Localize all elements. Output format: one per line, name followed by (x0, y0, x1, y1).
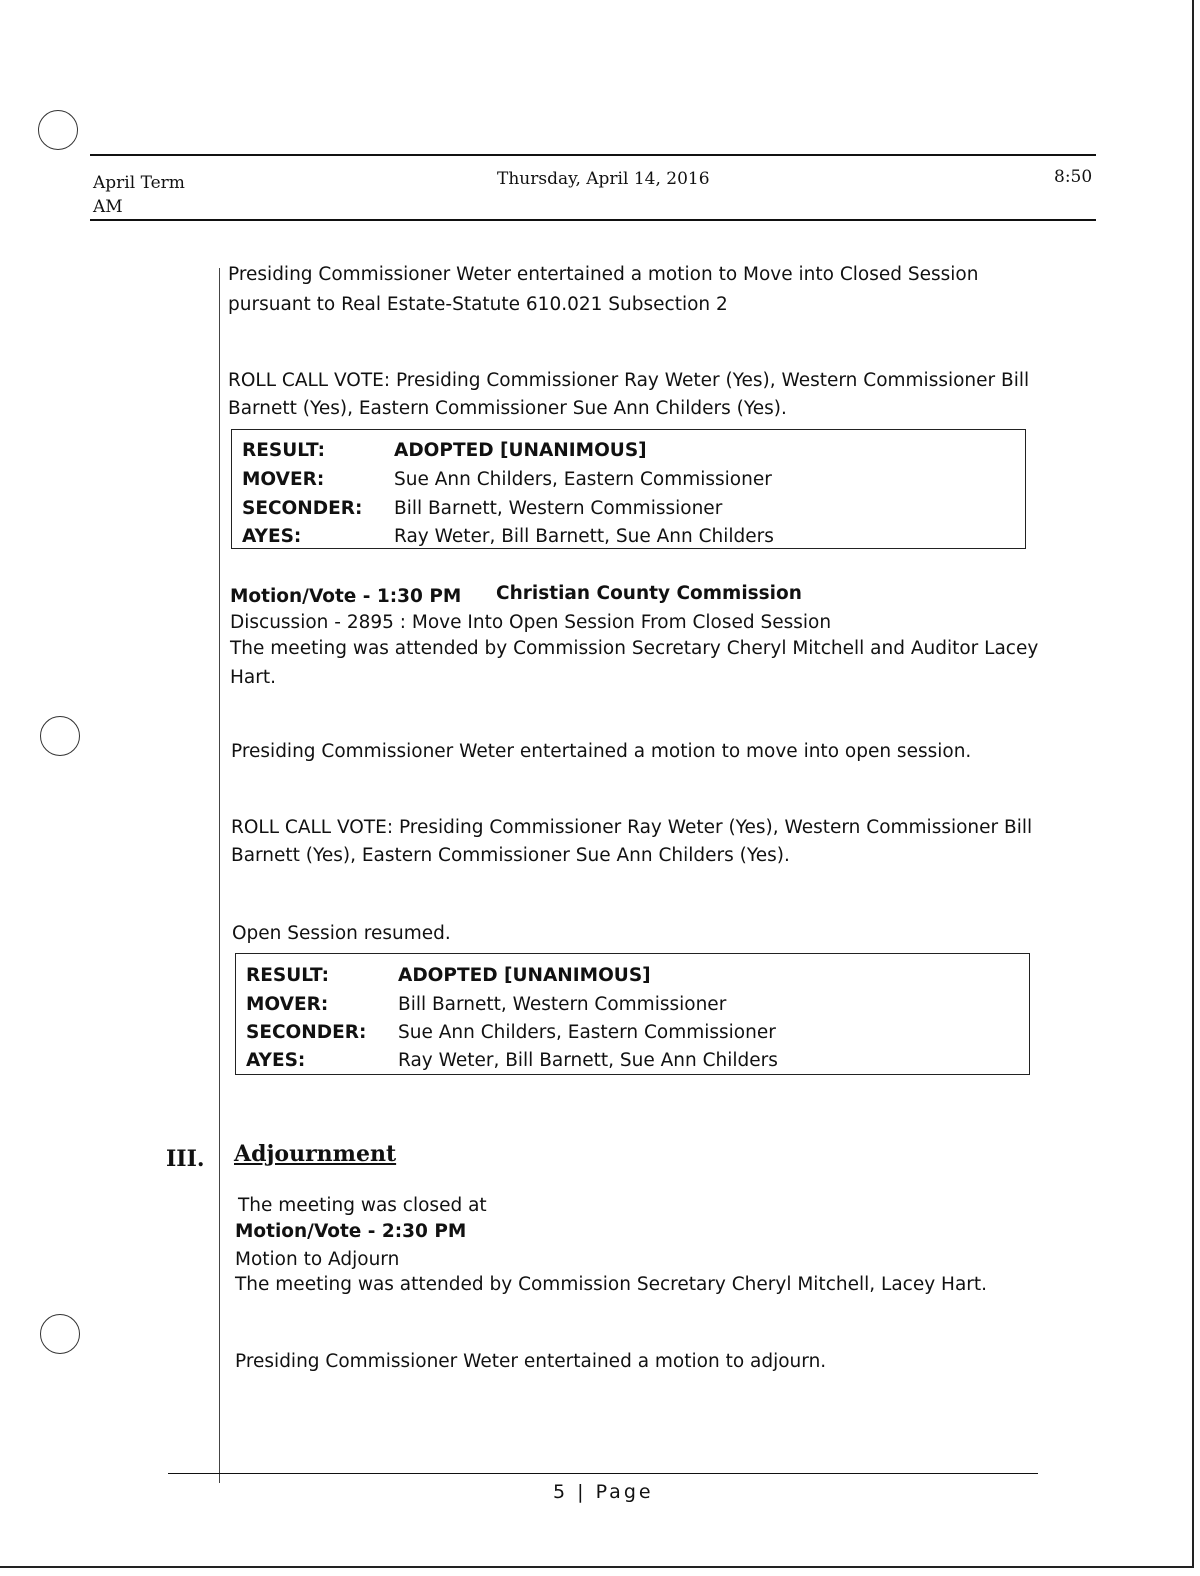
closed-session-motion-line2: pursuant to Real Estate-Statute 610.021 Subsection 2 (228, 294, 728, 315)
seconder-label: SECONDER: (246, 1022, 367, 1043)
ayes-row (232, 522, 1025, 551)
seconder-row (236, 1018, 1029, 1047)
motion-vote-label: Motion/Vote - 1:30 PM (230, 586, 462, 607)
result-table-1 (231, 429, 1026, 549)
mover-value: Bill Barnett, Western Commissioner (398, 994, 727, 1015)
roll-call-vote-2-line2: Barnett (Yes), Eastern Commissioner Sue Ann Childers (Yes). (231, 845, 790, 866)
attendance-line2: Hart. (230, 667, 276, 688)
section-title: Adjournment (234, 1141, 397, 1167)
result-table-2 (235, 953, 1030, 1075)
mover-value: Sue Ann Childers, Eastern Commissioner (394, 469, 772, 490)
adjourn-motion-text: Presiding Commissioner Weter entertained a motion to adjourn. (235, 1351, 827, 1372)
closed-session-motion-line1: Presiding Commissioner Weter entertained a motion to Move into Closed Session (228, 264, 979, 285)
header-session: AM (93, 197, 123, 217)
header-rule-bottom (90, 219, 1096, 221)
attendance-line1: The meeting was attended by Commission Secretary Cheryl Mitchell and Auditor Lacey (230, 638, 1039, 659)
section-number: III. (166, 1146, 205, 1172)
page-edge-bottom (0, 1566, 1194, 1568)
seconder-label: SECONDER: (242, 498, 363, 519)
result-value: ADOPTED [UNANIMOUS] (394, 440, 647, 461)
result-row (232, 436, 1025, 465)
seconder-value: Sue Ann Childers, Eastern Commissioner (398, 1022, 776, 1043)
header-term: April Term (93, 173, 185, 193)
ayes-value: Ray Weter, Bill Barnett, Sue Ann Childers (398, 1050, 778, 1071)
ayes-label: AYES: (246, 1050, 306, 1071)
open-session-resumed: Open Session resumed. (232, 923, 451, 944)
punch-hole-bottom (40, 1314, 80, 1354)
margin-line (219, 268, 220, 1483)
punch-hole-middle (40, 716, 80, 756)
mover-label: MOVER: (242, 469, 325, 490)
roll-call-vote-1-line2: Barnett (Yes), Eastern Commissioner Sue Ann Childers (Yes). (228, 398, 787, 419)
ayes-label: AYES: (242, 526, 302, 547)
mover-label: MOVER: (246, 994, 329, 1015)
seconder-value: Bill Barnett, Western Commissioner (394, 498, 723, 519)
seconder-row (232, 494, 1025, 523)
ayes-value: Ray Weter, Bill Barnett, Sue Ann Childers (394, 526, 774, 547)
roll-call-vote-1-line1: ROLL CALL VOTE: Presiding Commissioner Ray Weter (Yes), Western Commissioner Bill (228, 370, 1030, 391)
result-label: RESULT: (246, 965, 329, 986)
adjourn-attendance: The meeting was attended by Commission Secretary Cheryl Mitchell, Lacey Hart. (235, 1274, 988, 1295)
mover-row (236, 990, 1029, 1019)
discussion-line: Discussion - 2895 : Move Into Open Session From Closed Session (230, 612, 832, 633)
header-time: 8:50 (1054, 167, 1093, 187)
punch-hole-top (38, 110, 78, 150)
footer-rule (168, 1473, 1038, 1474)
roll-call-vote-2-line1: ROLL CALL VOTE: Presiding Commissioner Ray Weter (Yes), Western Commissioner Bill (231, 817, 1033, 838)
header-date: Thursday, April 14, 2016 (497, 169, 710, 189)
commission-name: Christian County Commission (496, 583, 802, 604)
page-number: 5 | Page (553, 1481, 654, 1503)
adjourn-motion-desc: Motion to Adjourn (235, 1249, 400, 1270)
header-rule-top (90, 154, 1096, 156)
result-label: RESULT: (242, 440, 325, 461)
page-edge-right (1192, 0, 1194, 1568)
result-row (236, 961, 1029, 990)
mover-row (232, 465, 1025, 494)
result-value: ADOPTED [UNANIMOUS] (398, 965, 651, 986)
ayes-row (236, 1046, 1029, 1075)
meeting-closed-line: The meeting was closed at (238, 1195, 487, 1216)
adjourn-motion-vote-label: Motion/Vote - 2:30 PM (235, 1221, 467, 1242)
open-session-motion: Presiding Commissioner Weter entertained a motion to move into open session. (231, 741, 972, 762)
